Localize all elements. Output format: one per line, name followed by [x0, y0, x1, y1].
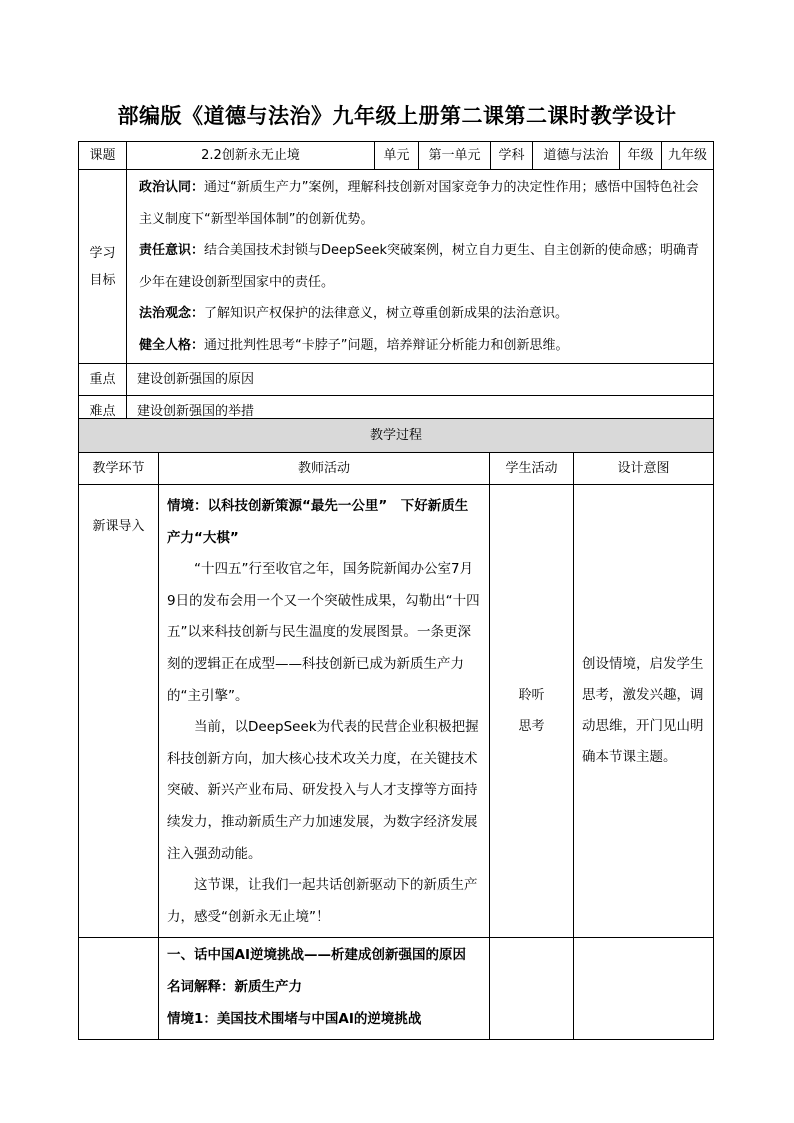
section1-student	[490, 938, 574, 1040]
objective-head: 责任意识：	[139, 243, 205, 258]
section1-term	[167, 972, 481, 1004]
key-point-value: 建设创新强国的原因	[127, 364, 714, 396]
intro-scenario	[167, 491, 481, 554]
column-student: 学生活动	[490, 453, 574, 485]
objectives-row	[79, 170, 714, 364]
document-title: 部编版《道德与法治》九年级上册第二课第二课时教学设计	[117, 103, 677, 128]
grade-label: 年级	[620, 142, 662, 170]
grade-value: 九年级	[662, 142, 714, 170]
intro-paragraph: 这节课，让我们一起共话创新驱动下的新质生产力，感受“创新永无止境”！	[167, 877, 478, 925]
intent-text: 创设情境，启发学生思考，激发兴趣，调动思维，开门见山明确本节课主题。	[582, 656, 704, 766]
section1-scenario: 情境1：美国技术围堵与中国AI的逆境挑战	[167, 1010, 422, 1027]
intro-paragraph: 当前，以DeepSeek为代表的民营企业积极把握科技创新方向，加大核心技术攻关力度，在关键技术突破、新兴产业布局、研发投入与人才支撑等方面持续发力，推动新质生产力加速发展，为数字经济发展注入强劲动能。	[167, 719, 479, 862]
section1-teacher-activity	[159, 938, 490, 1040]
info-row	[79, 142, 714, 170]
section1-heading: 一、话中国AI逆境挑战——析建成创新强国的原因	[167, 947, 466, 964]
unit-label: 单元	[375, 142, 419, 170]
difficulty-value: 建设创新强国的举措	[127, 396, 714, 428]
column-header-row	[79, 453, 714, 485]
process-header: 教学过程	[79, 419, 714, 453]
objective-head: 法治观念：	[139, 306, 205, 321]
objective-item	[139, 298, 707, 330]
difficulty-label: 难点	[79, 396, 127, 428]
objectives-label-line1: 学习	[89, 245, 116, 261]
objectives-content	[127, 170, 714, 364]
topic-label: 课题	[79, 142, 127, 170]
objective-text: 结合美国技术封锁与DeepSeek突破案例，树立自力更生、自主创新的使命感；明确青少年在建设创新型国家中的责任。	[139, 243, 700, 290]
intro-row	[79, 485, 714, 938]
key-point-label: 重点	[79, 364, 127, 396]
student-line1: 聆听	[518, 688, 545, 704]
objectives-label	[79, 170, 127, 364]
objective-text: 了解知识产权保护的法律意义，树立尊重创新成果的法治意识。	[204, 306, 569, 321]
intro-teacher-activity	[159, 485, 490, 938]
process-header-row	[79, 419, 714, 453]
intro-student-activity	[490, 485, 574, 938]
key-point-row	[79, 364, 714, 396]
lesson-info-table	[78, 141, 714, 428]
objective-head: 健全人格：	[139, 337, 205, 353]
objective-item	[139, 235, 707, 298]
intro-design-intent	[574, 485, 714, 938]
subject-label: 学科	[491, 142, 533, 170]
section1-term-text: 名词解释：新质生产力	[167, 978, 302, 995]
section1-row	[79, 938, 714, 1040]
subject-value: 道德与法治	[533, 142, 620, 170]
section1-intent	[574, 938, 714, 1040]
intro-scenario-text: 情境：以科技创新策源“最先一公里” 下好新质生产力“大棋”	[167, 498, 469, 546]
objective-head: 政治认同：	[139, 180, 205, 195]
objective-text: 通过批判性思考“卡脖子”问题，培养辩证分析能力和创新思维。	[204, 337, 569, 353]
objective-item	[139, 330, 707, 362]
column-intent: 设计意图	[574, 453, 714, 485]
objective-text: 通过“新质生产力”案例，理解科技创新对国家竞争力的决定性作用；感悟中国特色社会主义制度下“新型举国体制”的创新优势。	[139, 180, 699, 227]
section1-stage	[79, 938, 159, 1040]
teaching-process-table	[78, 418, 714, 1040]
objective-item	[139, 172, 707, 235]
column-teacher: 教师活动	[159, 453, 490, 485]
student-line2: 思考	[518, 719, 545, 735]
topic-value: 2.2创新永无止境	[127, 142, 375, 170]
unit-value: 第一单元	[419, 142, 491, 170]
objectives-label-line2: 目标	[89, 272, 116, 288]
intro-stage: 新课导入	[79, 485, 159, 938]
column-stage: 教学环节	[79, 453, 159, 485]
intro-paragraph: “十四五”行至收官之年，国务院新闻办公室7月9日的发布会用一个又一个突破性成果，勾勒出“十四五”以来科技创新与民生温度的发展图景。一条更深刻的逻辑正在成型——科技创新已成为新质生产力的“主引擎”。	[167, 561, 480, 704]
